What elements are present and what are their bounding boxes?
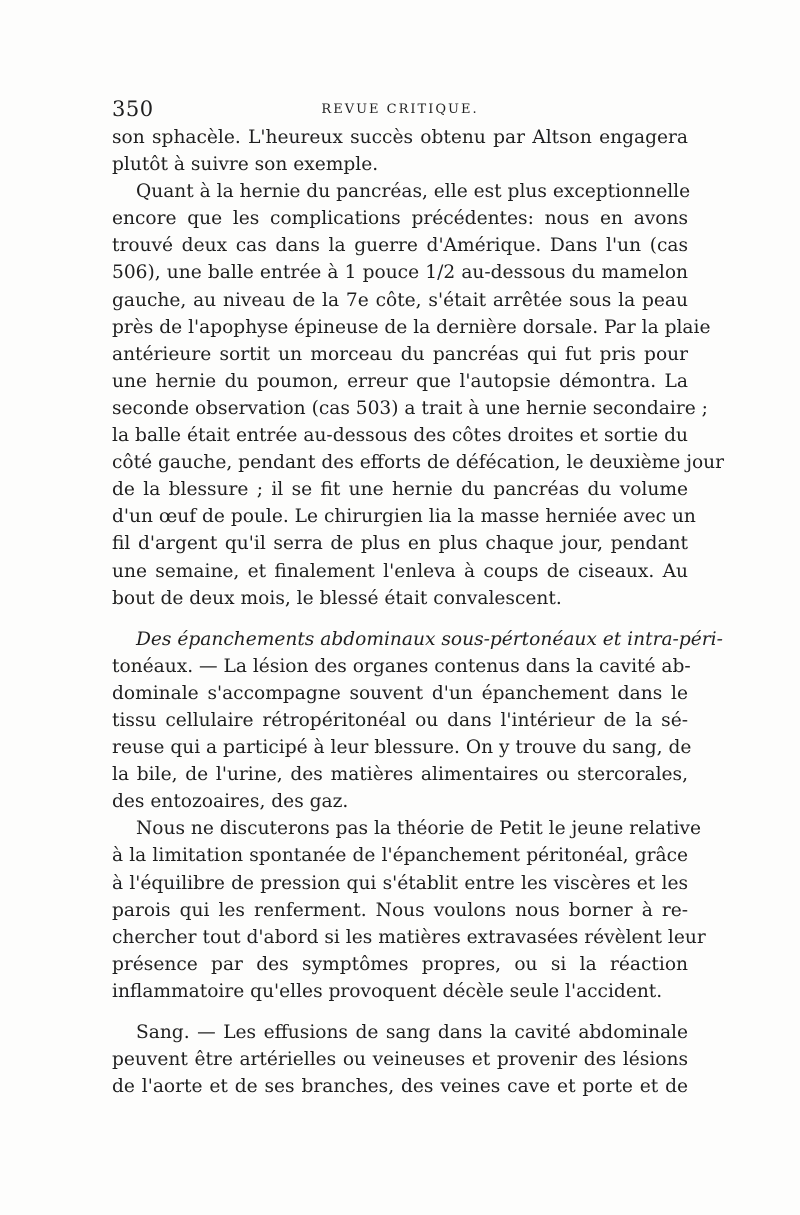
section-gap bbox=[112, 612, 688, 626]
text-line: plutôt à suivre son exemple. bbox=[112, 154, 379, 176]
text-line: présence par des symptômes propres, ou si la réaction bbox=[112, 953, 688, 975]
text-line: chercher tout d'abord si les matières extravasées révèlent leur bbox=[112, 926, 706, 948]
text-line: tonéaux. — La lésion des organes contenus dans la cavité ab- bbox=[112, 655, 691, 677]
section-rubric-line bbox=[112, 626, 723, 653]
text-line: parois qui les renferment. Nous voulons nous borner à re- bbox=[112, 899, 688, 921]
text-line: dominale s'accompagne souvent d'un épanchement dans le bbox=[112, 682, 688, 704]
text-line: Sang. — Les effusions de sang dans la cavité abdominale bbox=[136, 1022, 688, 1043]
text-line: à la limitation spontanée de l'épanchement péritonéal, grâce bbox=[112, 845, 688, 867]
text-line: antérieure sortit un morceau du pancréas qui fut pris pour bbox=[112, 343, 688, 365]
page-header bbox=[112, 97, 688, 127]
text-line: de la blessure ; il se fit une hernie du pancréas du volume bbox=[112, 479, 688, 501]
text-line: 506), une balle entrée à 1 pouce 1/2 au-dessous du mamelon bbox=[112, 262, 688, 284]
text-line: de l'aorte et de ses branches, des veines cave et porte et de bbox=[112, 1076, 688, 1098]
text-line: encore que les complications précédentes: nous en avons bbox=[112, 208, 688, 230]
text-line: à l'équilibre de pression qui s'établit entre les viscères et les bbox=[112, 872, 688, 894]
text-line: tissu cellulaire rétropéritonéal ou dans l'intérieur de la sé- bbox=[112, 709, 688, 731]
text-line: seconde observation (cas 503) a trait à une hernie secondaire ; bbox=[112, 397, 708, 419]
text-line: bout de deux mois, le blessé était convalescent. bbox=[112, 587, 562, 609]
text-line: fil d'argent qu'il serra de plus en plus chaque jour, pendant bbox=[112, 533, 688, 555]
text-line: la bile, de l'urine, des matières alimentaires ou stercorales, bbox=[112, 764, 688, 786]
text-line: reuse qui a participé à leur blessure. On y trouve du sang, de bbox=[112, 737, 692, 759]
text-line: inflammatoire qu'elles provoquent décèle seule l'accident. bbox=[112, 980, 663, 1002]
text-line: Quant à la hernie du pancréas, elle est plus exceptionnelle bbox=[136, 181, 691, 203]
page-number: 350 bbox=[112, 97, 154, 121]
text-line: près de l'apophyse épineuse de la dernière dorsale. Par la plaie bbox=[112, 316, 711, 338]
text-line: Nous ne discuterons pas la théorie de Petit le jeune relative bbox=[136, 818, 701, 840]
text-line: peuvent être artérielles ou veineuses et provenir des lésions bbox=[112, 1049, 688, 1071]
section-gap bbox=[112, 1005, 688, 1019]
running-head: REVUE CRITIQUE. bbox=[321, 102, 479, 117]
text-line: des entozoaires, des gaz. bbox=[112, 791, 349, 813]
text-line: gauche, au niveau de la 7e côte, s'était arrêtée sous la peau bbox=[112, 289, 688, 311]
section-rubric: Des épanchements abdominaux sous-pértonéaux et intra-péri- bbox=[136, 628, 723, 650]
text-line: une hernie du poumon, erreur que l'autopsie démontra. La bbox=[112, 370, 688, 392]
text-line: d'un œuf de poule. Le chirurgien lia la masse herniée avec un bbox=[112, 506, 696, 528]
body-text bbox=[112, 124, 725, 1100]
text-line: trouvé deux cas dans la guerre d'Amérique. Dans l'un (cas bbox=[112, 235, 688, 257]
text-line: la balle était entrée au-dessous des côtes droites et sortie du bbox=[112, 425, 688, 447]
text-line: son sphacèle. L'heureux succès obtenu par Altson engagera bbox=[112, 127, 688, 148]
text-line: une semaine, et finalement l'enleva à coups de ciseaux. Au bbox=[112, 560, 688, 582]
text-line: côté gauche, pendant des efforts de défécation, le deuxième jour bbox=[112, 452, 725, 474]
